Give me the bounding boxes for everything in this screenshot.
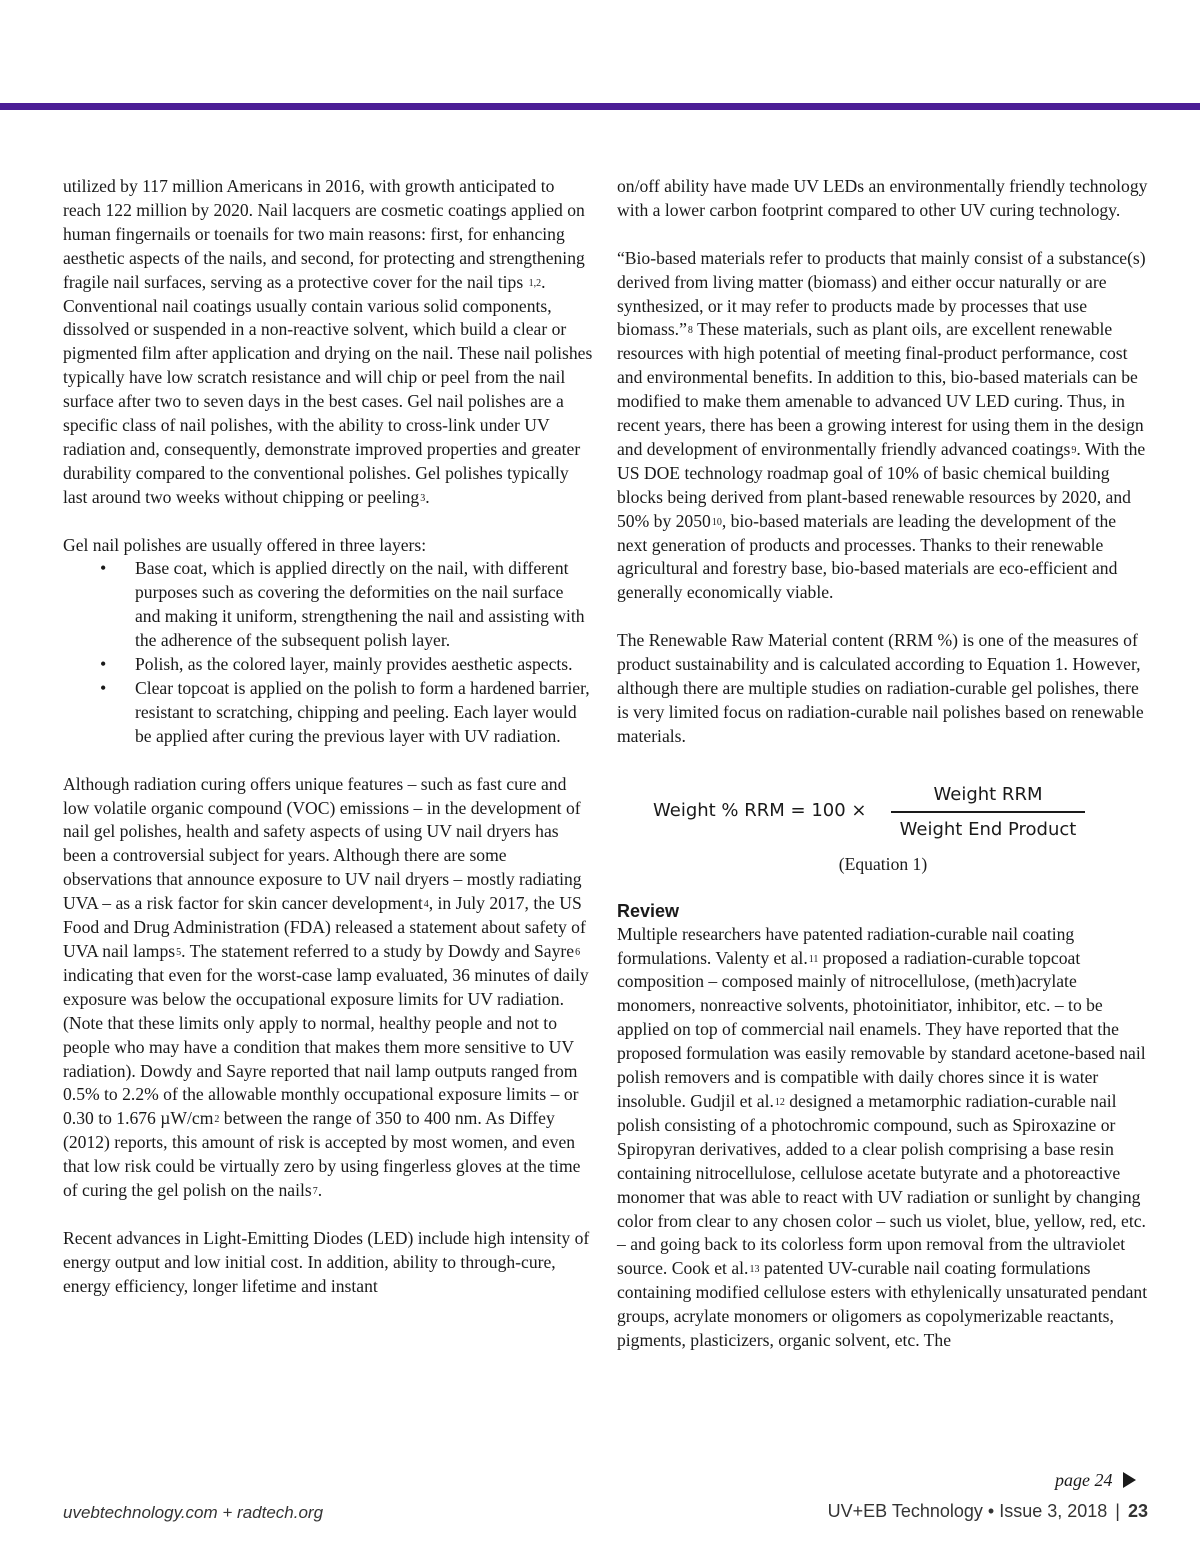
header-accent-bar — [0, 103, 1200, 110]
citation-superscript: 5 — [176, 946, 182, 958]
safety-paragraph: Although radiation curing offers unique features – such as fast cure and low volatile organic compound (VOC) emissions – in the development of nail gel polishes, health and safety aspects of using UV nail dryers has been a controversial subject for years. Although there are some observations that announce exposure to UV nail dryers – mostly radiating UVA – as a risk factor for skin cancer development$^4$, in July 2017, the US Food and Drug Administration (FDA) released a statement about safety of UVA nail lamps$^5$. The statement referred to a study by Dowdy and Sayre$^6$ indicating that even for the worst-case lamp evaluated, 36 minutes of daily exposure was below the occupational exposure limits for UV radiation. (Note that these limits only apply to normal, healthy people and not to people who may have a condition that makes them more sensitive to UV radiation). Dowdy and Sayre reported that nail lamp outputs ranged from 0.5% to 2.2% of the allowable monthly occupational exposure limits – or 0.30 to 1.676 $\mu W/cm^2$ between the range of 350 to 400 nm. As Diffey (2012) reports, this amount of risk is accepted by most women, and even that low risk could be virtually zero by using fingerless gloves at the time of curing the gel polish on the nails$^7$. — [63, 773, 589, 1201]
citation-superscript: 9 — [1071, 444, 1077, 456]
equation-numerator: Weight RRM — [891, 783, 1085, 813]
review-paragraph: Multiple researchers have patented radiation-curable nail coating formulations. Valenty et al.$^{11}$ proposed a radiation-curable topcoat composition – composed mainly of nitrocellulose, (meth)acrylate monomers, nonreactive solvents, photoinitiator, inhibitor, etc. – to be applied on top of commercial nail enamels. They have reported that the proposed formulation was easily removable by standard acetone-based nail polish removers and is compatible with daily chores since it is water insoluble. Gudjil et al.$^{12}$ designed a metamorphic radiation-curable nail polish consisting of a photochromic compound, such as Spiroxazine or Spiropyran derivatives, added to a clear polish comprising a base resin containing nitrocellulose, cellulose acetate butyrate and a photoreactive monomer that was able to react with UV radiation or sunlight by changing color from clear to any chosen color – such us violet, blue, yellow, red, etc. – and going back to its colorless form upon removal from the ultraviolet source. Cook et al.$^{13}$ patented UV-curable nail coating formulations containing modified cellulose esters with ethylenically unsaturated pendant groups, acrylate monomers or oligomers as copolymerizable reactants, pigments, plasticizers, organic solvent, etc. The — [617, 923, 1148, 1351]
list-item: • Base coat, which is applied directly on the nail, with different purposes such as covering the deformities on the nail surface and making it uniform, strengthening the nail and assisting with the adherence of the subsequent polish layer. — [63, 557, 593, 653]
continued-link[interactable] — [1055, 1470, 1136, 1491]
review-heading: Review — [617, 900, 680, 921]
citation-superscript: 7 — [312, 1186, 318, 1198]
led-continued-paragraph: on/off ability have made UV LEDs an environmentally friendly technology with a lower carbon footprint compared to other UV curing technology. — [617, 176, 1148, 220]
citation-superscript: 10 — [711, 516, 722, 528]
footer-publication — [828, 1501, 1148, 1522]
equation-lhs: Weight % RRM = 100 × — [653, 799, 867, 821]
footer-websites: uvebtechnology.com + radtech.org — [63, 1503, 324, 1522]
citation-superscript: 3 — [420, 492, 426, 504]
right-column — [617, 175, 1149, 1353]
citation-superscript: 1,2 — [528, 277, 542, 289]
citation-superscript: 6 — [575, 946, 581, 958]
citation-superscript: 12 — [774, 1096, 785, 1108]
equation-1 — [617, 783, 1149, 843]
footer-separator: | — [1115, 1501, 1120, 1521]
play-arrow-icon — [1123, 1472, 1136, 1488]
footer-journal: UV+EB Technology • Issue 3, 2018 — [827, 1501, 1108, 1521]
layers-list — [63, 557, 593, 748]
rrm-paragraph: The Renewable Raw Material content (RRM %) is one of the measures of product sustainability and is calculated according to Equation 1. However, although there are multiple studies on radiation-curable gel polishes, there is very limited focus on radiation-curable nail polishes based on renewable materials. — [617, 630, 1144, 746]
page-number: 23 — [1127, 1501, 1148, 1521]
equation-denominator: Weight End Product — [899, 818, 1077, 840]
citation-superscript: 2 — [214, 1114, 220, 1126]
equation-fraction — [891, 783, 1085, 842]
list-item: • Polish, as the colored layer, mainly provides aesthetic aspects. — [63, 653, 593, 677]
continued-label: page 24 — [1055, 1470, 1113, 1490]
equation-caption: (Equation 1) — [838, 853, 928, 874]
biobased-paragraph: “Bio-based materials refer to products that mainly consist of a substance(s) derived from living matter (biomass) and either occur naturally or are synthesized, or it may refer to products made by processes that use biomass.”$^8$ These materials, such as plant oils, are excellent renewable resources with high potential of meeting final-product performance, cost and environmental benefits. In addition to this, bio-based materials can be modified to make them amenable to advanced UV LED curing. Thus, in recent years, there has been a growing interest for using them in the design and development of environmentally friendly advanced coatings$^9$. With the US DOE technology roadmap goal of 10% of basic chemical building blocks being derived from plant-based renewable resources by 2020, and 50% by 2050$^{10}$, bio-based materials are leading the development of the next generation of products and processes. Thanks to their renewable agricultural and forestry base, bio-based materials are eco-efficient and generally economically viable. — [617, 247, 1146, 603]
citation-superscript: 11 — [808, 953, 819, 965]
citation-superscript: 13 — [749, 1264, 760, 1276]
list-item: • Clear topcoat is applied on the polish to form a hardened barrier, resistant to scratching, chipping and peeling. Each layer would be applied after curing the previous layer with UV radiation. — [63, 677, 593, 749]
citation-superscript: 4 — [423, 899, 429, 911]
citation-superscript: 8 — [687, 325, 693, 337]
layers-intro: Gel nail polishes are usually offered in three layers: — [63, 534, 427, 555]
led-paragraph: Recent advances in Light-Emitting Diodes (LED) include high intensity of energy output and low initial cost. In addition, ability to through-cure, energy efficiency, longer lifetime and instant — [63, 1227, 590, 1296]
intro-paragraph: utilized by 117 million Americans in 2016, with growth anticipated to reach 122 million by 2020. Nail lacquers are cosmetic coatings applied on human fingernails or toenails for two main reasons: first, for enhancing aesthetic aspects of the nails, and second, for protecting and strengthening fragile nail surfaces, serving as a protective cover for the nail tips $^{1,2}$. Conventional nail coatings usually contain various solid components, dissolved or suspended in a non-reactive solvent, which build a clear or pigmented film after application and drying on the nail. These nail polishes typically have low scratch resistance and will chip or peel from the nail surface after two to seven days in the best cases. Gel nail polishes are a specific class of nail polishes, with the ability to cross-link under UV radiation and, consequently, demonstrate improved properties and greater durability compared to the conventional polishes. Gel polishes typically last around two weeks without chipping or peeling$^3$. — [63, 176, 593, 507]
left-column — [63, 175, 593, 1299]
